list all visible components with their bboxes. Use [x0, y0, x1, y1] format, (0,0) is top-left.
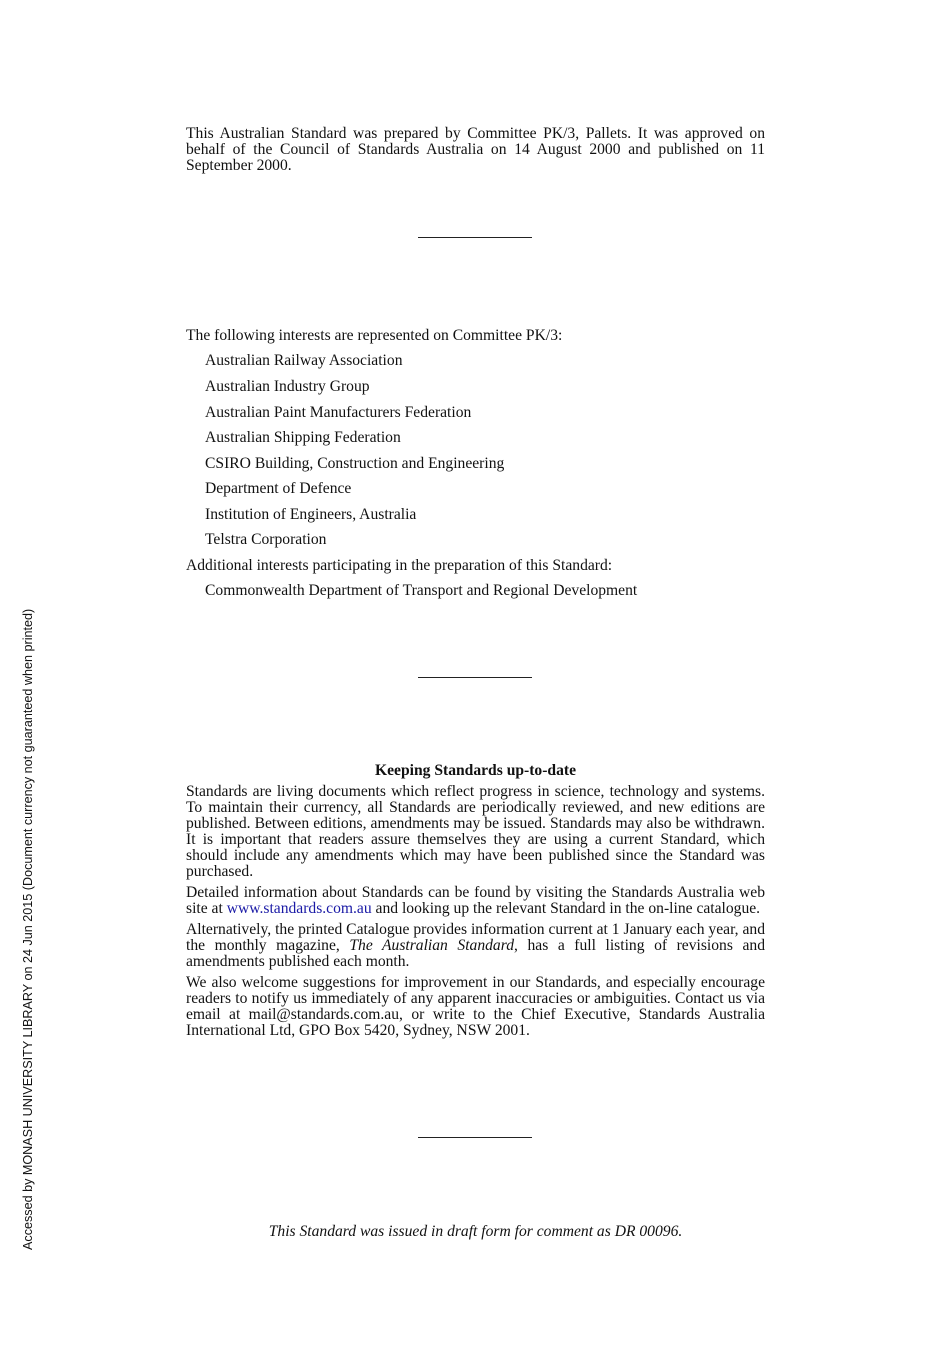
magazine-title: The Australian Standard	[349, 937, 515, 954]
interest-item: Australian Industry Group	[205, 378, 370, 395]
access-stamp: Accessed by MONASH UNIVERSITY LIBRARY on 24 Jun 2015 (Document currency not guaranteed when printed)	[21, 608, 35, 1250]
draft-note: This Standard was issued in draft form for comment as DR 00096.	[268, 1223, 683, 1240]
additional-interest-item: Commonwealth Department of Transport and Regional Development	[205, 582, 638, 599]
interest-item: Australian Shipping Federation	[205, 429, 401, 446]
interest-item: Department of Defence	[205, 480, 352, 497]
divider-rule	[418, 237, 532, 238]
keeping-paragraph-1: Standards are living documents which reflect progress in science, technology and systems. To maintain their currency, all Standards are periodically reviewed, and new editions are published. Between editions, amendments may be issued. Standards may also be withdrawn. It is important that readers assure themselves they are using a current Standard, which should include any amendments which may have been published since the Standard was purchased.	[186, 783, 765, 880]
keeping-paragraph-3-text-end: , has a full listing of revisions and amendments published each month.	[186, 937, 765, 970]
keeping-paragraph-2-text: Detailed information about Standards can be found by visiting the Standards Australia web site at	[186, 884, 765, 917]
divider-rule	[418, 1137, 532, 1138]
preparation-note-block	[186, 126, 765, 174]
additional-interests-heading: Additional interests participating in the preparation of this Standard:	[186, 557, 613, 574]
keeping-standards-title: Keeping Standards up-to-date	[374, 762, 576, 779]
keeping-paragraph-2-text-end: and looking up the relevant Standard in the on-line catalogue.	[371, 900, 761, 917]
interest-item: Australian Railway Association	[205, 352, 403, 369]
keeping-paragraph-3	[186, 922, 765, 970]
interest-item: Institution of Engineers, Australia	[205, 506, 417, 523]
keeping-paragraph-2	[186, 885, 765, 917]
divider-rule	[418, 677, 532, 678]
interest-item: CSIRO Building, Construction and Engineering	[205, 455, 505, 472]
interests-heading: The following interests are represented on Committee PK/3:	[186, 327, 563, 344]
interest-item: Australian Paint Manufacturers Federation	[205, 404, 472, 421]
preparation-note: This Australian Standard was prepared by Committee PK/3, Pallets. It was approved on behalf of the Council of Standards Australia on 14 August 2000 and published on 11 September 2000.	[186, 125, 765, 174]
keeping-standards-body	[186, 784, 765, 1044]
interest-item: Telstra Corporation	[205, 531, 327, 548]
keeping-paragraph-3-text: Alternatively, the printed Catalogue provides information current at 1 January each year, and the monthly magazine,	[186, 921, 765, 954]
standards-website-link[interactable]: www.standards.com.au	[226, 900, 372, 917]
keeping-paragraph-4: We also welcome suggestions for improvement in our Standards, and especially encourage readers to notify us immediately of any apparent inaccuracies or ambiguities. Contact us via email at mail@standards.com.au, or write to the Chief Executive, Standards Australia International Ltd, GPO Box 5420, Sydney, NSW 2001.	[186, 974, 765, 1039]
